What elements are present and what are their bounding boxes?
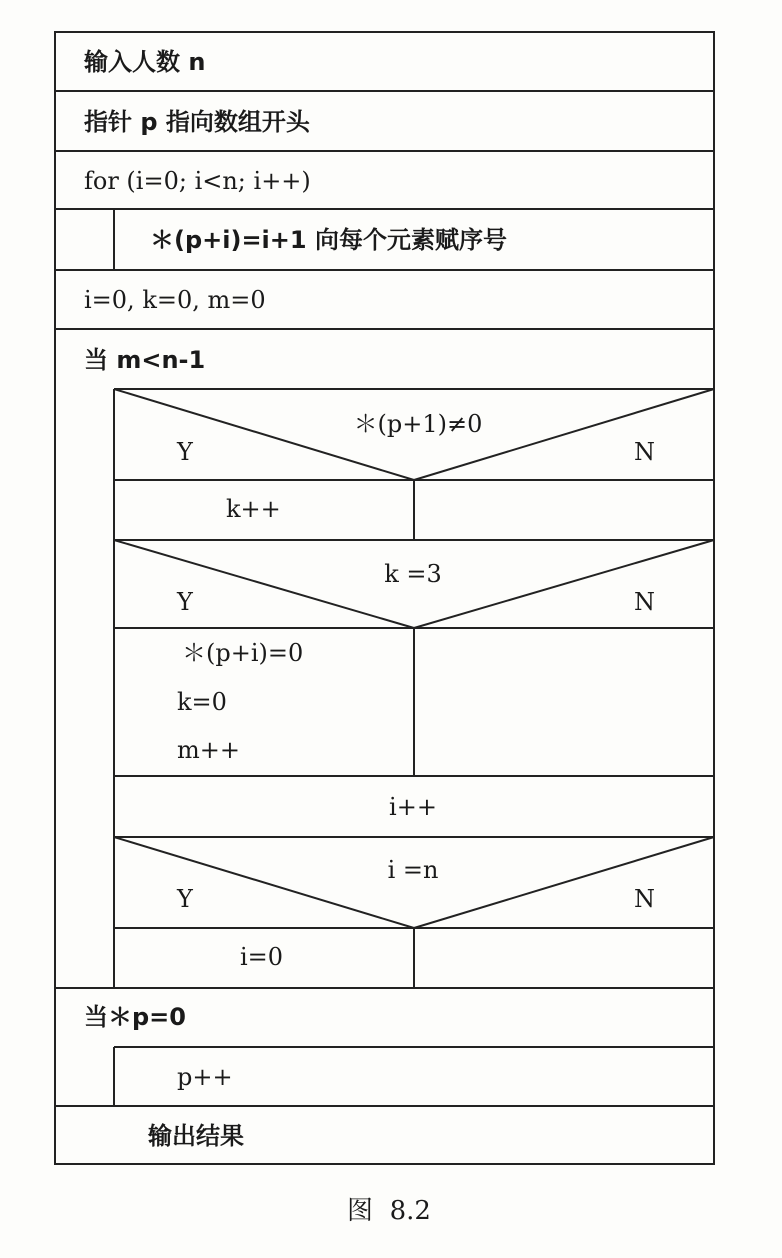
cond1-yes-label: Y <box>177 438 193 466</box>
diagram-border <box>55 32 714 1164</box>
cond1-no-label: N <box>634 438 655 466</box>
cond2-body-line: k=0 <box>177 688 227 716</box>
cond3-diagonal-left <box>114 837 414 928</box>
assign-seq-label: ＊(p+i)=i+1 向每个元素赋序号 <box>150 226 507 254</box>
while-outer-label: 当 m<n-1 <box>84 346 206 374</box>
cond2-body-line: ＊(p+i)=0 <box>182 639 304 667</box>
cond3-yes-label: Y <box>177 885 193 913</box>
cond3-yes-body: i=0 <box>240 943 284 971</box>
cond2-yes-label: Y <box>177 588 193 616</box>
cond3-diagonal-right <box>414 837 714 928</box>
p-incr-label: p++ <box>177 1063 233 1091</box>
figure-caption: 图 8.2 <box>347 1196 431 1226</box>
for-header-label: for (i=0; i<n; i++) <box>84 167 311 195</box>
cond2-diagonal-left <box>114 540 414 628</box>
cond3-no-label: N <box>634 885 655 913</box>
cond2-text: k =3 <box>384 560 442 588</box>
cond3-text: i =n <box>387 856 439 884</box>
cond2-diagonal-right <box>414 540 714 628</box>
cond2-no-label: N <box>634 588 655 616</box>
input-n-label: 输入人数 n <box>84 48 206 76</box>
cond1-text: ＊(p+1)≠0 <box>353 410 483 438</box>
cond2-body-line: m++ <box>177 736 240 764</box>
cond1-yes-body: k++ <box>226 495 281 523</box>
pointer-init-label: 指针 p 指向数组开头 <box>84 108 310 136</box>
init-vars-label: i=0, k=0, m=0 <box>84 286 266 314</box>
incr-i-label: i++ <box>389 793 437 821</box>
while-p-label: 当＊p=0 <box>84 1003 186 1031</box>
output-label: 输出结果 <box>148 1122 244 1150</box>
